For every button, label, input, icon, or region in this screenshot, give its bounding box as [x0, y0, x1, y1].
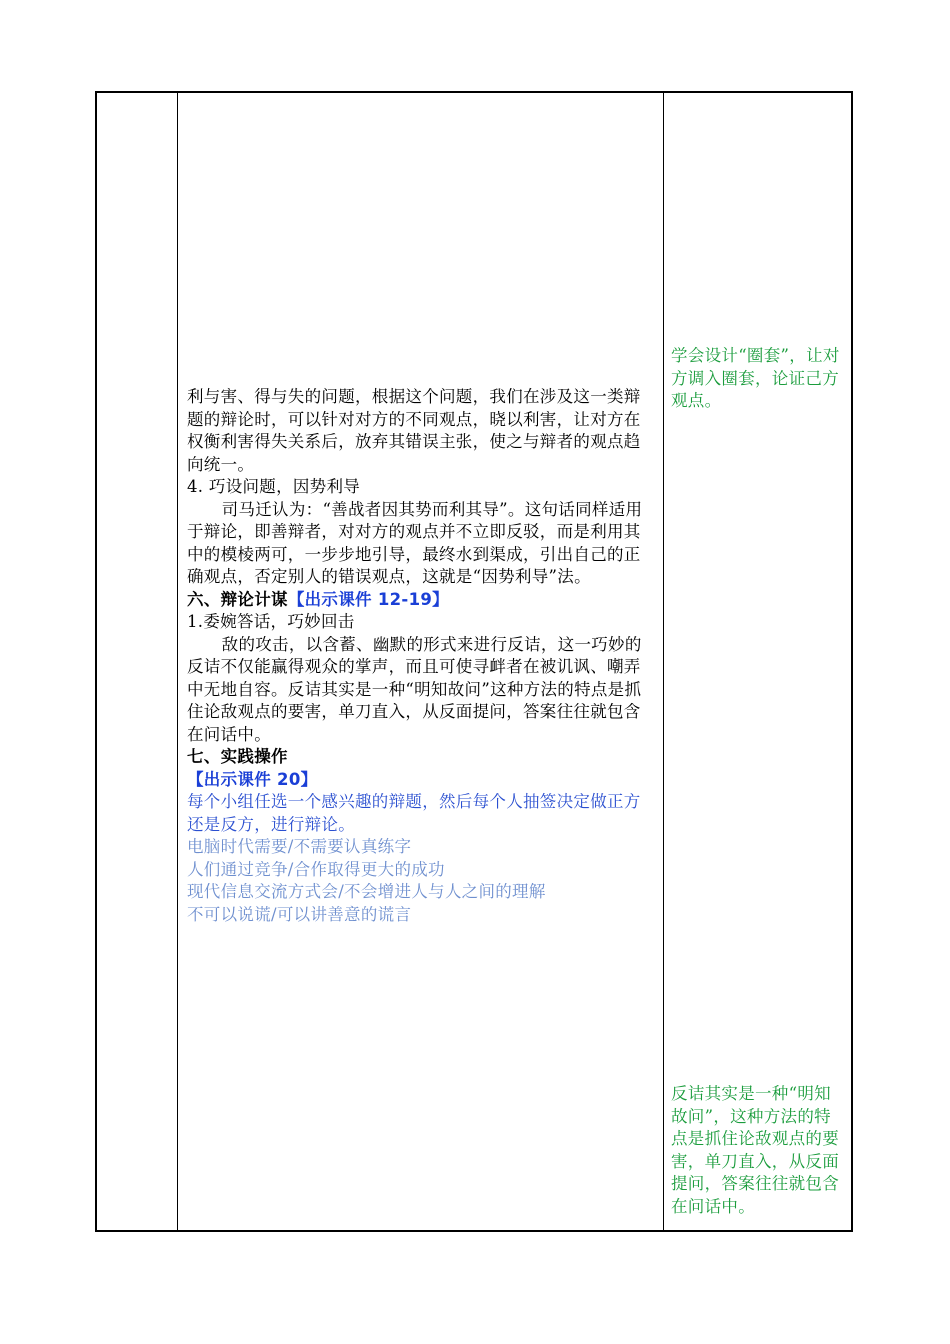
section6-heading-line	[187, 589, 649, 612]
section7-courseware-tag: 【出示课件 20】	[187, 769, 318, 789]
table-column-notes	[663, 93, 851, 1230]
design-note-trap: 学会设计“圈套”，让对方调入圈套，论证己方观点。	[671, 346, 840, 410]
debate-topic: 电脑时代需要/不需要认真练字	[187, 837, 412, 856]
practice-intro: 每个小组任选一个感兴趣的辩题，然后每个人抽签决定做正方还是反方，进行辩论。	[187, 792, 641, 834]
table-column-content	[177, 93, 664, 1230]
debate-topic: 人们通过竞争/合作取得更大的成功	[187, 859, 445, 879]
design-note-rhetorical: 反诘其实是一种“明知故问”，这种方法的特点是抓住论敌观点的要害，单刀直入，从反面提问，答案往往就包含在问话中。	[671, 1084, 839, 1216]
lesson-table	[95, 91, 853, 1232]
main-text-block	[187, 386, 649, 926]
section6-title: 六、辩论计谋	[187, 589, 288, 609]
item4-title: 4. 巧设问题，因势利导	[187, 477, 361, 496]
section7-title: 七、实践操作	[187, 747, 288, 766]
section6-courseware-tag: 【出示课件 12-19】	[287, 589, 449, 609]
intro-paragraph: 利与害、得与失的问题，根据这个问题，我们在涉及这一类辩题的辩论时，可以针对对方的不同观点，晓以利害，让对方在权衡利害得失关系后，放弃其错误主张，使之与辩者的观点趋向统一。	[187, 387, 641, 474]
debate-topic: 不可以说谎/可以讲善意的谎言	[187, 904, 412, 924]
item1-title: 1.委婉答话，巧妙回击	[187, 612, 355, 631]
item1-body: 敌的攻击，以含蓄、幽默的形式来进行反诘，这一巧妙的反诘不仅能赢得观众的掌声，而且可使寻衅者在被讥讽、嘲弄中无地自容。反诘其实是一种“明知故问”这种方法的特点是抓住论敌观点的要害，单刀直入，从反面提问，答案往往就包含在问话中。	[187, 634, 642, 744]
table-column-left	[97, 93, 178, 1230]
debate-topic: 现代信息交流方式会/不会增进人与人之间的理解	[187, 882, 546, 901]
item4-body: 司马迁认为：“善战者因其势而利其导”。这句话同样适用于辩论，即善辩者，对对方的观点并不立即反驳，而是利用其中的模棱两可，一步步地引导，最终水到渠成，引出自己的正确观点，否定别人的错误观点，这就是“因势利导”法。	[187, 499, 643, 586]
